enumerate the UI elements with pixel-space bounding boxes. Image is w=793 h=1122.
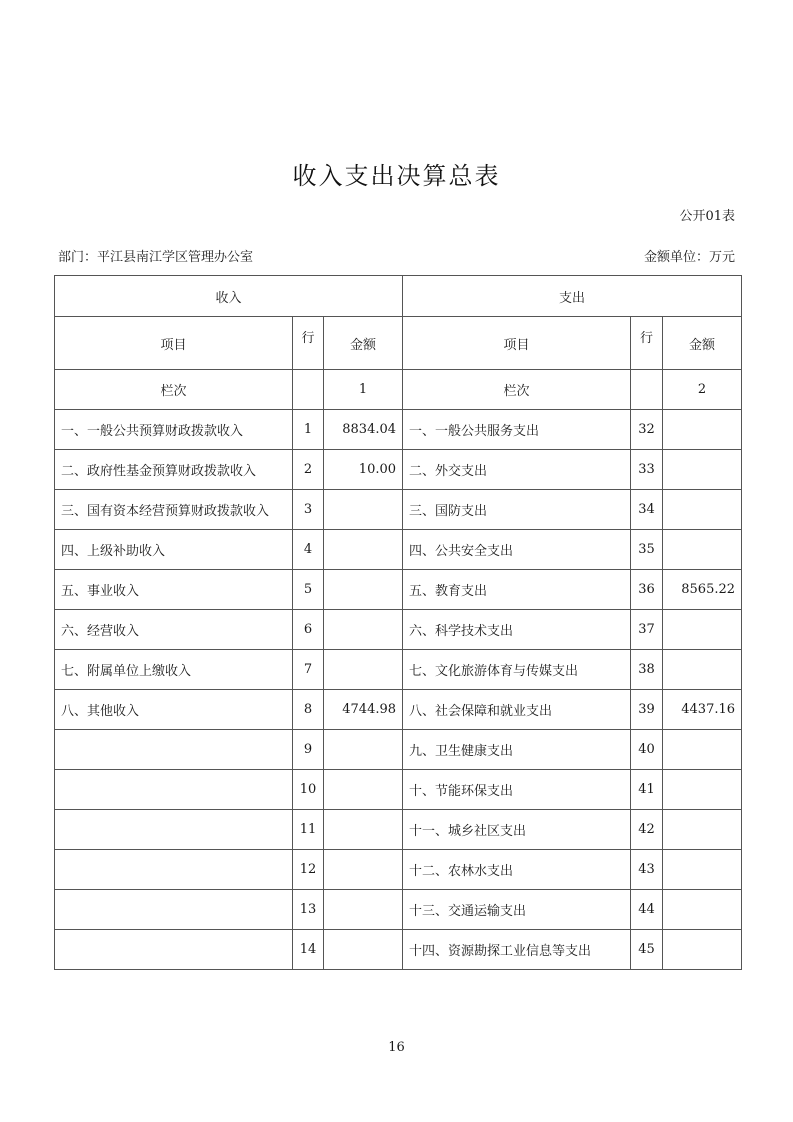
income-row-number: 5	[293, 570, 324, 610]
income-row-number: 2	[293, 450, 324, 490]
income-amount: 8834.04	[324, 410, 403, 450]
income-amount	[324, 890, 403, 930]
table-row	[55, 850, 742, 890]
expense-item: 八、社会保障和就业支出	[403, 690, 631, 730]
table-row	[55, 650, 742, 690]
income-expense-table	[54, 275, 742, 970]
expense-item: 三、国防支出	[403, 490, 631, 530]
income-row-number: 14	[293, 930, 324, 970]
income-section-header: 收入	[55, 276, 403, 317]
expense-row-number: 39	[631, 690, 663, 730]
expense-row-header: 行	[631, 317, 663, 370]
table-row	[55, 690, 742, 730]
expense-item: 一、一般公共服务支出	[403, 410, 631, 450]
expense-row-number: 33	[631, 450, 663, 490]
income-amount	[324, 930, 403, 970]
income-row-number: 3	[293, 490, 324, 530]
income-amount	[324, 490, 403, 530]
table-row	[55, 490, 742, 530]
table-row	[55, 890, 742, 930]
form-number: 公开01表	[679, 209, 735, 224]
expense-row-number: 45	[631, 930, 663, 970]
income-item: 六、经营收入	[55, 610, 293, 650]
expense-amount	[663, 650, 742, 690]
expense-row-number: 42	[631, 810, 663, 850]
expense-row-number: 43	[631, 850, 663, 890]
expense-row-number: 40	[631, 730, 663, 770]
expense-seq-label: 栏次	[403, 370, 631, 410]
income-row-number: 7	[293, 650, 324, 690]
income-item	[55, 930, 293, 970]
income-item: 一、一般公共预算财政拨款收入	[55, 410, 293, 450]
income-item: 二、政府性基金预算财政拨款收入	[55, 450, 293, 490]
expense-item: 七、文化旅游体育与传媒支出	[403, 650, 631, 690]
expense-amount	[663, 730, 742, 770]
income-item	[55, 890, 293, 930]
income-row-number: 9	[293, 730, 324, 770]
income-row-number: 10	[293, 770, 324, 810]
table-row	[55, 570, 742, 610]
table-row	[55, 610, 742, 650]
income-row-number: 4	[293, 530, 324, 570]
income-item: 七、附属单位上缴收入	[55, 650, 293, 690]
income-amount	[324, 570, 403, 610]
income-amount	[324, 770, 403, 810]
income-amount-header: 金额	[324, 317, 403, 370]
expense-amount: 8565.22	[663, 570, 742, 610]
income-item: 五、事业收入	[55, 570, 293, 610]
income-amount: 4744.98	[324, 690, 403, 730]
column-header-row	[55, 317, 742, 370]
expense-item: 十四、资源勘探工业信息等支出	[403, 930, 631, 970]
expense-amount	[663, 850, 742, 890]
income-item: 四、上级补助收入	[55, 530, 293, 570]
table-row	[55, 930, 742, 970]
income-amount	[324, 850, 403, 890]
table-row	[55, 530, 742, 570]
table-row	[55, 450, 742, 490]
expense-row-number: 32	[631, 410, 663, 450]
income-amount	[324, 610, 403, 650]
table-row	[55, 410, 742, 450]
table-row	[55, 730, 742, 770]
sequence-row	[55, 370, 742, 410]
expense-amount	[663, 450, 742, 490]
income-row-number: 13	[293, 890, 324, 930]
expense-row-number: 38	[631, 650, 663, 690]
section-header-row	[55, 276, 742, 317]
income-item-header: 项目	[55, 317, 293, 370]
expense-amount-header: 金额	[663, 317, 742, 370]
income-row-number: 8	[293, 690, 324, 730]
income-row-number: 12	[293, 850, 324, 890]
expense-amount: 4437.16	[663, 690, 742, 730]
expense-amount	[663, 890, 742, 930]
income-seq-label: 栏次	[55, 370, 293, 410]
expense-item: 十三、交通运输支出	[403, 890, 631, 930]
expense-item: 四、公共安全支出	[403, 530, 631, 570]
income-row-number: 1	[293, 410, 324, 450]
expense-item: 六、科学技术支出	[403, 610, 631, 650]
expense-amount	[663, 810, 742, 850]
table-row	[55, 770, 742, 810]
expense-item: 二、外交支出	[403, 450, 631, 490]
expense-amount	[663, 410, 742, 450]
expense-amount	[663, 490, 742, 530]
income-item	[55, 730, 293, 770]
expense-amount	[663, 610, 742, 650]
page-number: 16	[388, 1040, 405, 1055]
expense-amount	[663, 770, 742, 810]
expense-row-number: 44	[631, 890, 663, 930]
expense-row-number: 41	[631, 770, 663, 810]
amount-unit-label: 金额单位：万元	[643, 250, 735, 265]
income-row-header: 行	[293, 317, 324, 370]
expense-item: 十二、农林水支出	[403, 850, 631, 890]
income-item: 三、国有资本经营预算财政拨款收入	[55, 490, 293, 530]
table-row	[55, 810, 742, 850]
expense-item: 十、节能环保支出	[403, 770, 631, 810]
income-item	[55, 810, 293, 850]
expense-seq-row	[631, 370, 663, 410]
expense-item: 五、教育支出	[403, 570, 631, 610]
income-row-number: 11	[293, 810, 324, 850]
expense-row-number: 34	[631, 490, 663, 530]
income-amount	[324, 810, 403, 850]
page-title: 收入支出决算总表	[292, 162, 501, 190]
income-amount	[324, 650, 403, 690]
expense-amount	[663, 530, 742, 570]
expense-item: 九、卫生健康支出	[403, 730, 631, 770]
income-seq-number: 1	[324, 370, 403, 410]
income-amount	[324, 730, 403, 770]
income-item	[55, 770, 293, 810]
income-amount	[324, 530, 403, 570]
expense-section-header: 支出	[403, 276, 742, 317]
expense-row-number: 35	[631, 530, 663, 570]
expense-row-number: 37	[631, 610, 663, 650]
income-item	[55, 850, 293, 890]
expense-item-header: 项目	[403, 317, 631, 370]
expense-amount	[663, 930, 742, 970]
income-amount: 10.00	[324, 450, 403, 490]
income-row-number: 6	[293, 610, 324, 650]
expense-row-number: 36	[631, 570, 663, 610]
expense-item: 十一、城乡社区支出	[403, 810, 631, 850]
department-label: 部门：平江县南江学区管理办公室	[58, 250, 254, 265]
income-seq-row	[293, 370, 324, 410]
expense-seq-number: 2	[663, 370, 742, 410]
income-item: 八、其他收入	[55, 690, 293, 730]
